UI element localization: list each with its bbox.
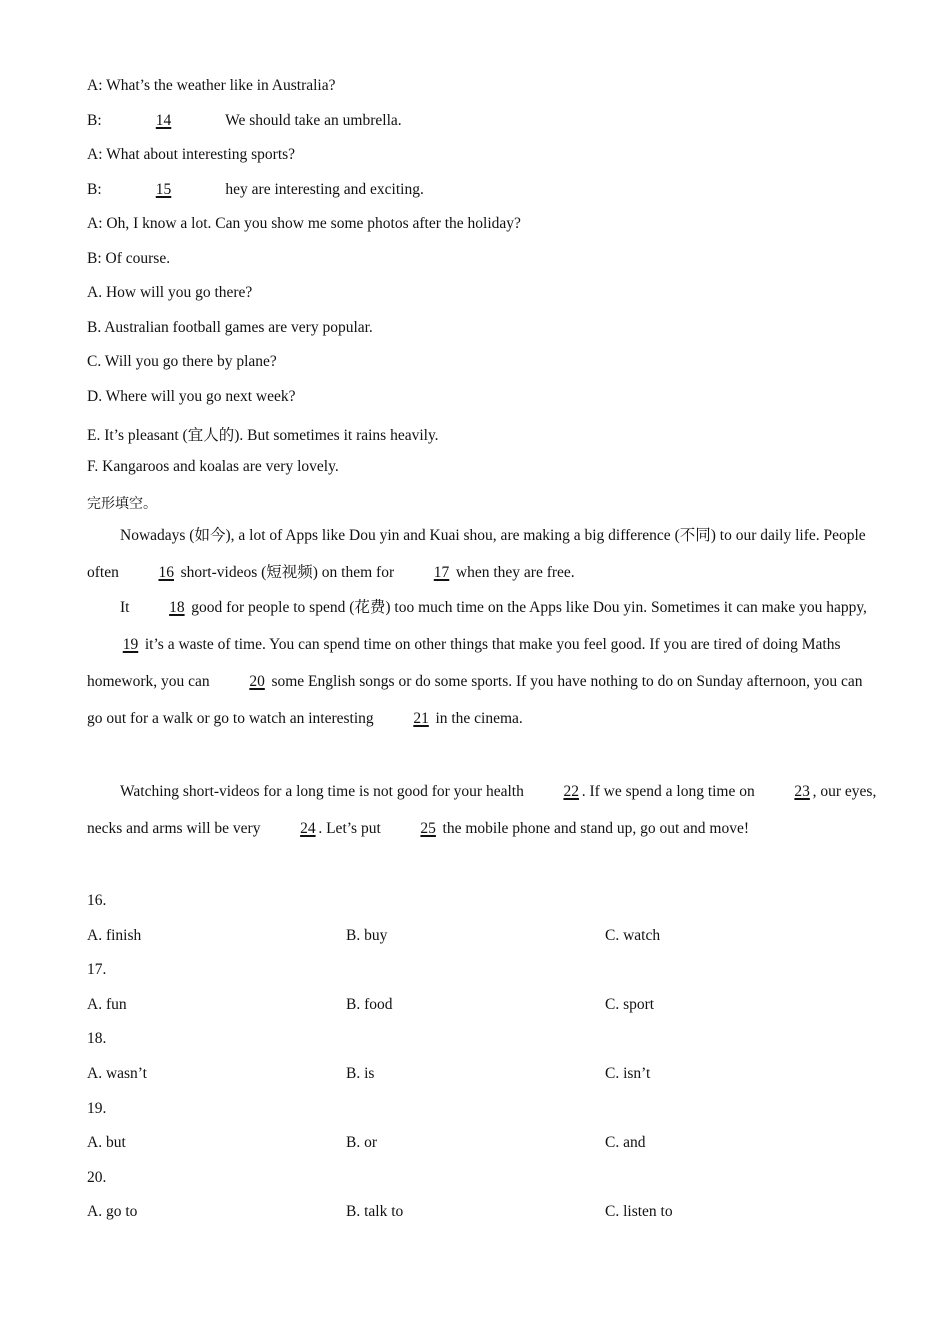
question-16-option-c[interactable]: C. watch <box>605 927 661 944</box>
passage-text: . If we spend a long time on <box>581 783 759 800</box>
answer-blank-24[interactable]: 24 <box>300 820 316 837</box>
dialogue-option-e: E. It’s pleasant (宜人的). But sometimes it rains heavily. <box>87 427 439 444</box>
question-19-option-b[interactable]: B. or <box>346 1134 377 1151</box>
dialogue-text: We should take an umbrella. <box>221 112 402 129</box>
question-16-option-a[interactable]: A. finish <box>87 927 142 944</box>
dialogue-option-b: B. Australian football games are very popular. <box>87 319 373 336</box>
dialogue-option-f: F. Kangaroos and koalas are very lovely. <box>87 458 339 475</box>
question-19-option-c[interactable]: C. and <box>605 1134 646 1151</box>
answer-blank-21[interactable]: 21 <box>413 710 429 727</box>
passage-text: short-videos (短视频) on them for <box>176 564 399 581</box>
dialogue-line-1: A: What’s the weather like in Australia? <box>87 77 336 94</box>
question-18-option-b[interactable]: B. is <box>346 1065 375 1082</box>
passage-text: , our eyes, necks and arms will be very <box>87 783 877 837</box>
question-number-17: 17. <box>87 961 107 978</box>
question-17-option-b[interactable]: B. food <box>346 996 393 1013</box>
passage-text: when they are free. <box>452 564 575 581</box>
passage-paragraph-1 <box>87 517 877 591</box>
question-20-option-b[interactable]: B. talk to <box>346 1203 404 1220</box>
passage-text: good for people to spend (花费) too much time on the Apps like Dou yin. Sometimes it can make you happy, <box>187 599 867 616</box>
question-number-19: 19. <box>87 1100 107 1117</box>
question-number-16: 16. <box>87 892 107 909</box>
question-16-option-b[interactable]: B. buy <box>346 927 388 944</box>
dialogue-line-3: A: What about interesting sports? <box>87 146 296 163</box>
speaker-label: B: <box>87 181 106 198</box>
dialogue-option-a: A. How will you go there? <box>87 284 253 301</box>
passage-text: the mobile phone and stand up, go out and move! <box>438 820 750 837</box>
section-title: 完形填空。 <box>87 496 157 512</box>
answer-blank-16[interactable]: 16 <box>158 564 174 581</box>
passage-text: it’s a waste of time. You can spend time on other things that make you feel good. If you are tired of doing Maths homework, you can <box>87 636 841 690</box>
question-number-18: 18. <box>87 1030 107 1047</box>
question-18-option-a[interactable]: A. wasn’t <box>87 1065 147 1082</box>
question-17-option-c[interactable]: C. sport <box>605 996 655 1013</box>
question-number-20: 20. <box>87 1169 107 1186</box>
passage-paragraph-2 <box>87 589 877 737</box>
answer-blank-20[interactable]: 20 <box>249 673 265 690</box>
passage-text: in the cinema. <box>431 710 523 727</box>
answer-blank-15[interactable]: 15 <box>155 181 172 198</box>
answer-blank-19[interactable]: 19 <box>122 636 139 653</box>
speaker-label: B: <box>87 112 106 129</box>
answer-blank-25[interactable]: 25 <box>420 820 436 837</box>
answer-blank-17[interactable]: 17 <box>433 564 450 581</box>
dialogue-option-c: C. Will you go there by plane? <box>87 353 277 370</box>
question-18-option-c[interactable]: C. isn’t <box>605 1065 651 1082</box>
dialogue-line-4 <box>87 181 424 199</box>
passage-text: some English songs or do some sports. If you have nothing to do on Sunday afternoon, you can go out for a walk or go to watch an interesting <box>87 673 863 727</box>
question-20-option-a[interactable]: A. go to <box>87 1203 138 1220</box>
passage-paragraph-3 <box>87 773 877 847</box>
answer-blank-14[interactable]: 14 <box>155 112 172 129</box>
dialogue-line-5: A: Oh, I know a lot. Can you show me some photos after the holiday? <box>87 215 521 232</box>
question-17-option-a[interactable]: A. fun <box>87 996 127 1013</box>
dialogue-line-2 <box>87 112 402 130</box>
dialogue-option-d: D. Where will you go next week? <box>87 388 296 405</box>
question-19-option-a[interactable]: A. but <box>87 1134 126 1151</box>
dialogue-line-6: B: Of course. <box>87 250 171 267</box>
answer-blank-23[interactable]: 23 <box>794 783 810 800</box>
dialogue-text: hey are interesting and exciting. <box>221 181 424 198</box>
question-20-option-c[interactable]: C. listen to <box>605 1203 673 1220</box>
passage-text: Nowadays (如今), a lot of Apps like Dou yin and Kuai shou, are making a big difference (不同) to our daily life. People often <box>87 527 866 581</box>
answer-blank-18[interactable]: 18 <box>169 599 185 616</box>
passage-text: . Let’s put <box>318 820 385 837</box>
answer-blank-22[interactable]: 22 <box>563 783 579 800</box>
passage-text: Watching short-videos for a long time is not good for your health <box>120 783 528 800</box>
passage-text: It <box>120 599 134 616</box>
